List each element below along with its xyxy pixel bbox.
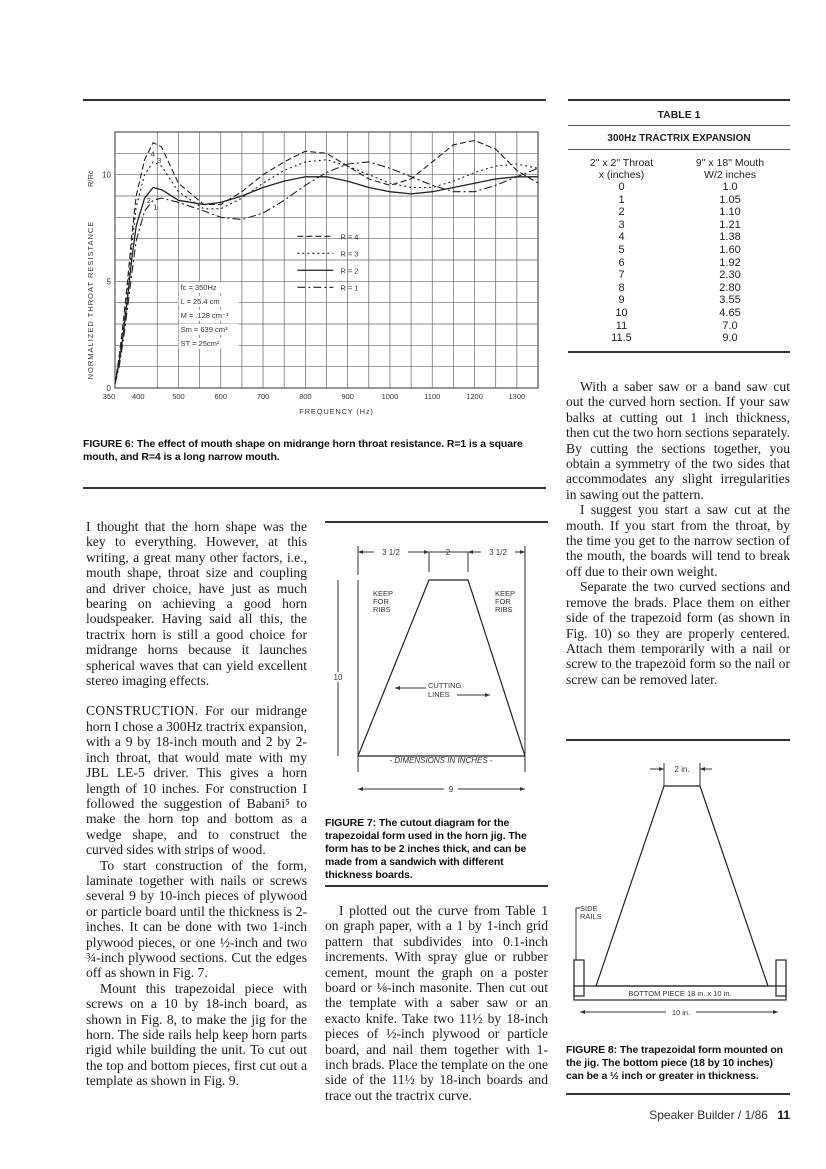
legend-entry: R = 4 (340, 232, 359, 242)
table-1-subtitle-rule (568, 149, 790, 150)
table-cell: 1.10 (719, 206, 741, 219)
x-tick-label: 1300 (508, 392, 526, 401)
keep-right-2: FOR (495, 597, 511, 606)
x-tick-label: 1200 (466, 392, 483, 401)
y-tick-label: 5 (106, 277, 111, 287)
cutting-lines-2: LINES (428, 690, 450, 699)
paragraph: I suggest you start a saw cut at the mouth. If you start from the throat, by the time you get to the narrow section of the mouth, the boards will tend to break off due to their own weight. (566, 502, 790, 579)
table-1-bottom-rule (568, 351, 790, 353)
table-cell: 5 (618, 243, 625, 256)
column-1-text (86, 519, 307, 1089)
annotation-text: M = .128 cm⁻¹ (180, 310, 229, 320)
table-cell: 9.0 (722, 332, 738, 345)
table-cell: 4 (618, 231, 625, 244)
figure-7-bottom-rule (325, 885, 548, 887)
top-dim-label: 2 in. (674, 765, 690, 774)
dim-right-label: 3 1/2 (489, 548, 507, 557)
table-cell: 2.30 (719, 269, 741, 282)
figure-6-chart (80, 118, 550, 420)
table-cell: 1.92 (719, 256, 741, 269)
section-heading: CONSTRUCTION. (86, 703, 199, 719)
x-tick-label: 1000 (381, 392, 399, 401)
x-tick-label: 600 (214, 392, 228, 401)
top-rule-left (83, 99, 546, 101)
paragraph: I plotted out the curve from Table 1 on graph paper, with a 1 by 1-inch grid pattern that subdivides into 0.1-inch increments. With spray glue or rubber cement, mount the graph on a poster board or ⅛-inch masonite. Then cut out the template with a saber saw or an exacto knife. Take two 11½ by 18-inch pieces of ½-inch plywood or particle board, and nail them together with 1-inch brads. Place the template on the one side of the 11½ by 18-inch boards and trace out the tractrix curve. (325, 903, 548, 1103)
table-cell: 1.21 (719, 218, 741, 231)
side-rails-1: SIDE (580, 904, 598, 913)
figure-8-top-rule (566, 739, 790, 741)
dim-left-label: 3 1/2 (382, 548, 400, 557)
annotation-text: fc = 350Hz (180, 282, 217, 292)
dimensions-note: - DIMENSIONS IN INCHES - (389, 756, 493, 765)
table-cell: 7.0 (722, 319, 738, 332)
page-footer (600, 1108, 790, 1122)
legend-entry: R = 3 (340, 249, 359, 259)
paragraph: I thought that the horn shape was the key to everything. However, at this writing, a great many other factors, i.e., mouth shape, throat size and coupling and driver choice, have just as much bearing on achieving a good horn loudspeaker. Having said all this, the tractrix horn is still a good choice for midrange horns because it launches spherical waves that can yield excellent stereo imaging effects. (86, 519, 307, 689)
table-cell: 1.05 (719, 193, 741, 206)
paragraph: Mount this trapezoidal piece with screws on a 10 by 18-inch board, as shown in Fig. 8, to make the jig for the horn. The side rails help keep horn parts rigid while building the unit. To cut out the top and bottom pieces, first cut out a template as shown in Fig. 9. (86, 980, 307, 1089)
y-tick-label: 0 (106, 384, 111, 393)
keep-left-3: RIBS (373, 605, 391, 614)
table-cell: 11 (615, 319, 628, 332)
paragraph: To start construction of the form, laminate together with nails or screws several 9 by 10-inch pieces of plywood or particle board until the thickness is 2-inches. It can be done with two 1-inch plywood pieces, or one ½-inch and two ¾-inch plywood sections. Cut the edges off as shown in Fig. 7. (86, 857, 307, 981)
table-cell: 0 (618, 181, 625, 193)
cutting-lines-1: CUTTING (428, 681, 462, 690)
keep-right-3: RIBS (495, 605, 513, 614)
y-tick-label: 10 (102, 170, 111, 180)
table-cell: 4.65 (719, 306, 741, 319)
paragraph: CONSTRUCTION. For our midrange horn I chose a 300Hz tractrix expansion, with a 9 by 18-inch mouth and 2 by 2-inch throat, that would mate with my JBL LE-5 driver. This gives a horn length of 10 inches. For construction I followed the suggestion of Babani⁵ to make the horn top and bottom as a wedge shape, and to construct the curved sides with strips of wood. (86, 703, 307, 858)
table-1-col-throat (574, 157, 669, 345)
figure-8-diagram (566, 760, 792, 1022)
annotation-text: L = 25.4 cm (180, 296, 220, 306)
keep-left-2: FOR (373, 597, 389, 606)
table-cell: 3 (618, 218, 625, 231)
table-cell: 9 (618, 294, 625, 307)
table-cell: 3.55 (719, 294, 741, 307)
legend-entry: R = 1 (340, 283, 359, 293)
table-1-col1-header: 2" x 2" Throat x (inches) (589, 157, 654, 181)
annotation-text: ST = 25cm² (180, 338, 220, 348)
x-tick-label: 400 (132, 392, 145, 401)
side-rails-2: RAILS (580, 912, 602, 921)
figure-7-caption: FIGURE 7: The cutout diagram for the trapezoidal form used in the horn jig. The form has to be 2 inches thick, and can be made from a sandwich with different thickness boards. (325, 817, 527, 881)
x-tick-label: 800 (299, 392, 312, 401)
table-cell: 8 (618, 281, 625, 294)
top-rule-right (568, 99, 790, 101)
y-axis-symbol: R/Rc (86, 170, 95, 188)
column-2-text (325, 903, 548, 1103)
table-cell: 10 (615, 306, 628, 319)
x-tick-label: 900 (341, 392, 354, 401)
table-1-col2-header: 9" x 18" Mouth W/2 inches (695, 157, 765, 181)
table-cell: 1.38 (719, 231, 741, 244)
figure-7-diagram (325, 540, 550, 800)
table-1-col2-values (680, 181, 780, 345)
x-tick-label: 1100 (424, 392, 441, 401)
footer-magazine: Speaker Builder / 1/86 (649, 1108, 768, 1122)
bottom-piece-label: BOTTOM PIECE 18 in. x 10 in. (628, 989, 732, 998)
legend-entry: R = 2 (340, 266, 359, 276)
table-cell: 2 (618, 206, 625, 219)
annotation-text: Sm = 639 cm² (180, 324, 228, 334)
curve-label: 1 (153, 202, 158, 212)
paragraph: Separate the two curved sections and remove the brads. Place them on either side of the trapezoid form (as shown in Fig. 10) so they are properly centered. Attach them temporarily with a nail or screw to the trapezoid form so the nail or screw can be removed later. (566, 579, 790, 687)
table-1-col1-values (574, 181, 669, 345)
table-1-title-rule (568, 125, 790, 126)
column-3-text (566, 379, 790, 687)
y-axis-label: NORMALIZED THROAT RESISTANCE (86, 220, 95, 380)
x-tick-label: 700 (256, 392, 270, 401)
table-cell: 6 (618, 256, 625, 269)
table-cell: 7 (618, 269, 625, 282)
paragraph: With a saber saw or a band saw cut out the curved horn section. If your saw balks at cutting out 1 inch thickness, then cut the two horn sections separately. By cutting the sections together, you obtain a symmetry of the two sides that accommodates any slight irregularities in sawing out the pattern. (566, 379, 790, 502)
table-1-title: TABLE 1 (657, 109, 701, 121)
figure-6-caption: FIGURE 6: The effect of mouth shape on midrange horn throat resistance. R=1 is a square mouth, and R=4 is a long narrow mouth. (83, 438, 523, 463)
curve-label: 2 (146, 196, 151, 206)
table-1-subtitle: 300Hz TRACTRIX EXPANSION (607, 133, 751, 144)
curve-label: 4 (150, 149, 155, 159)
dim-mid-label: 2 (445, 548, 451, 557)
figure-8-caption: FIGURE 8: The trapezoidal form mounted on the jig. The bottom piece (18 by 10 inches) can be a ½ inch or greater in thickness. (566, 1044, 783, 1082)
footer-page-number: 11 (777, 1108, 790, 1122)
bottom-dim-label: 10 in. (671, 1008, 691, 1017)
table-1-col-mouth (680, 157, 780, 345)
keep-left-1: KEEP (373, 589, 394, 598)
keep-right-1: KEEP (495, 589, 516, 598)
x-tick-label: 500 (172, 392, 185, 401)
table-cell: 1 (618, 193, 625, 206)
height-label: 10 (333, 673, 343, 682)
x-axis-label: FREQUENCY (Hz) (299, 407, 374, 416)
base-dim-label: 9 (448, 785, 454, 794)
figure-8-bottom-rule (566, 1093, 790, 1095)
figure-7-top-rule (325, 521, 548, 523)
table-cell: 1.0 (722, 181, 738, 193)
x-tick-label: 350 (102, 392, 116, 401)
table-cell: 1.60 (719, 243, 741, 256)
figure-6-bottom-rule (83, 487, 546, 489)
table-cell: 2.80 (719, 281, 741, 294)
table-cell: 11.5 (611, 332, 632, 345)
curve-label: 3 (157, 155, 162, 165)
